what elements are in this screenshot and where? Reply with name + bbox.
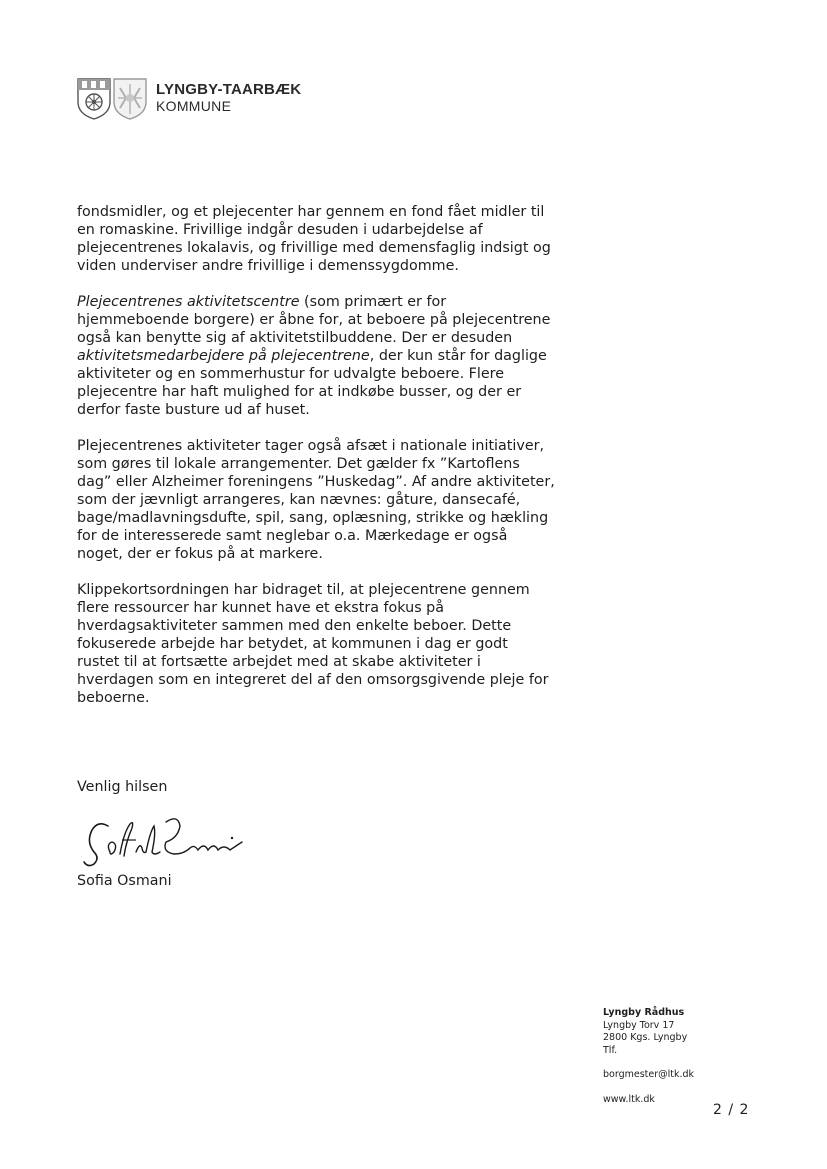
signer-name: Sofia Osmani (77, 873, 172, 889)
coat-of-arms-icon (76, 76, 150, 120)
paragraph-2 (77, 293, 577, 419)
paragraph-2-italic-2: aktivitetsmedarbejdere på plejecentrene (77, 348, 370, 364)
paragraph-2-text-a: (som primært er for hjemmeboende borgere) er åbne for, at beboere på plejecentrene også kan benytte sig af aktivitetstilbuddene. Der er desuden (77, 294, 551, 346)
paragraph-4: Klippekortsordningen har bidraget til, at plejecentrene gennem flere ressourcer har kunnet have et ekstra fokus på hverdagsaktiviteter sammen med den enkelte beboer. Dette fokuserede arbejde har betydet, at kommunen i dag er godt rustet til at fortsætte arbejdet med at skabe aktiviteter i hverdagen som en integreret del af den omsorgsgivende pleje for beboerne. (77, 582, 549, 706)
logo-wordmark (156, 82, 301, 114)
footer-phone-label: Tlf. (603, 1044, 618, 1056)
paragraph-2-italic-1: Plejecentrenes aktivitetscentre (77, 294, 300, 310)
footer-email: borgmester@ltk.dk (603, 1069, 695, 1080)
closing-greeting: Venlig hilsen (77, 779, 168, 795)
municipality-logo (76, 76, 301, 120)
logo-kommune-line: KOMMUNE (156, 98, 232, 114)
paragraph-2-text-b: , der kun står for daglige aktiviteter og en sommerhustur for udvalgte beboere. Flere plejecentre har haft mulighed for at indkøbe busser, og der er derfor faste busture ud af huset. (77, 348, 547, 418)
footer-office: Lyngby Rådhus (603, 1007, 685, 1018)
letter-body (77, 203, 577, 725)
footer-street: Lyngby Torv 17 (603, 1019, 675, 1031)
logo-name-line: LYNGBY-TAARBÆK (156, 81, 302, 98)
footer-address (603, 1007, 694, 1106)
footer-website: www.ltk.dk (603, 1093, 655, 1105)
page-number: 2 / 2 (713, 1102, 750, 1118)
paragraph-3: Plejecentrenes aktiviteter tager også afsæt i nationale initiativer, som gøres til lokale arrangementer. Det gælder fx ”Kartoflens dag” eller Alzheimer foreningens ”Huskedag”. Af andre aktiviteter, som der jævnligt arrangeres, kan nævnes: gåture, dansecafé, bage/madlavningsdufte, spil, sang, oplæsning, strikke og hækling for de interesserede samt neglebar o.a. Mærkedage er også noget, der er fokus på at markere. (77, 438, 555, 562)
paragraph-1: fondsmidler, og et plejecenter har gennem en fond fået midler til en romaskine. Frivillige indgår desuden i udarbejdelse af plejecentrenes lokalavis, og frivillige med demensfaglig indsigt og viden underviser andre frivillige i demenssygdomme. (77, 204, 551, 274)
handwritten-signature (80, 812, 250, 874)
footer-city: 2800 Kgs. Lyngby (603, 1032, 688, 1043)
